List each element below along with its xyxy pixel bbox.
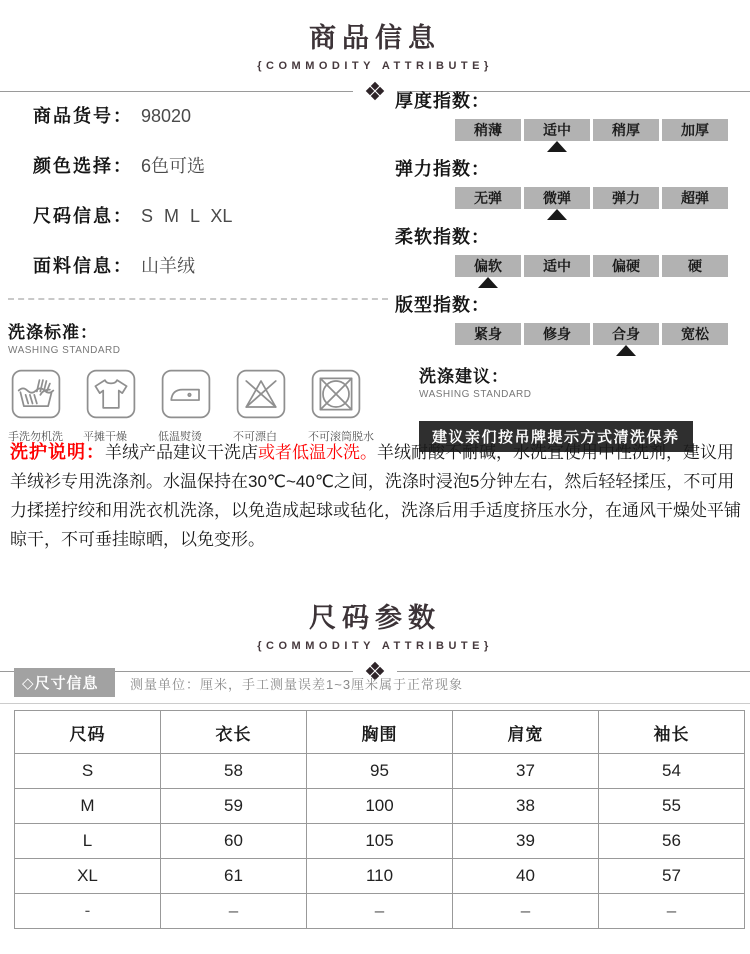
info-value: 6色可选 [141, 156, 206, 176]
table-cell: 58 [161, 754, 307, 789]
table-cell: 57 [599, 859, 745, 894]
index-label: 厚度指数： [395, 91, 490, 111]
index-option: 硬 [662, 255, 728, 277]
low-temp-iron-icon [160, 368, 212, 420]
care-icon-label: 手洗勿机洗 [8, 431, 63, 443]
selected-arrow-icon [478, 277, 498, 288]
index-option: 修身 [524, 323, 590, 345]
washing-advice-subtitle: WASHING STANDARD [419, 389, 532, 400]
index-arrow-row [455, 141, 747, 152]
index-arrow-row [455, 277, 747, 288]
size-info-note: 测量单位：厘米，手工测量误差1~3厘米属于正常现象 [130, 677, 464, 692]
info-label: 颜色选择： [33, 156, 133, 176]
info-label: 商品货号： [33, 106, 133, 126]
index-option: 偏硬 [593, 255, 659, 277]
index-label: 版型指数： [395, 295, 490, 315]
care-instructions [10, 438, 746, 554]
table-cell: 40 [453, 859, 599, 894]
care-icon-label: 不可滚筒脱水 [308, 431, 374, 443]
index-options [455, 187, 747, 209]
page-subtitle: {COMMODITY ATTRIBUTE} [257, 640, 493, 652]
info-label: 面料信息： [33, 256, 133, 276]
selected-arrow-icon [547, 209, 567, 220]
index-option: 紧身 [455, 323, 521, 345]
table-cell: 39 [453, 824, 599, 859]
care-icons-row [8, 368, 388, 444]
table-row [15, 754, 745, 789]
hand-wash-icon [10, 368, 62, 420]
index-option: 适中 [524, 119, 590, 141]
washing-standard-title: 洗涤标准： [8, 323, 98, 342]
table-cell: 59 [161, 789, 307, 824]
info-row-size [33, 202, 385, 226]
info-row-color [33, 152, 385, 176]
table-row [15, 894, 745, 929]
table-cell: - [15, 894, 161, 929]
info-row-fabric [33, 252, 385, 276]
index-option: 弹力 [593, 187, 659, 209]
index-options [455, 255, 747, 277]
info-row-item-number [33, 102, 385, 126]
info-value: 山羊绒 [141, 256, 195, 276]
washing-advice-banner: 建议亲们按吊牌提示方式清洗保养 [419, 421, 693, 452]
table-cell: L [15, 824, 161, 859]
table-cell: 37 [453, 754, 599, 789]
divider-line [0, 91, 353, 92]
index-option: 微弹 [524, 187, 590, 209]
selected-arrow-icon [547, 141, 567, 152]
no-tumble-dry-icon [310, 368, 362, 420]
care-icon-label: 低温熨烫 [158, 431, 202, 443]
washing-advice-title: 洗涤建议： [419, 367, 509, 386]
care-text-highlight: 或者低温水洗。 [258, 443, 377, 462]
care-icon-item [233, 368, 308, 444]
table-cell: 100 [307, 789, 453, 824]
index-label: 弹力指数： [395, 159, 490, 179]
info-value: 98020 [141, 106, 192, 126]
index-label: 柔软指数： [395, 227, 490, 247]
index-option: 无弹 [455, 187, 521, 209]
table-row [15, 789, 745, 824]
table-cell: – [599, 894, 745, 929]
thickness-index [395, 90, 747, 152]
table-cell: 95 [307, 754, 453, 789]
care-text: 羊绒产品建议干洗店 [105, 443, 258, 462]
index-options [455, 119, 747, 141]
index-option: 超弹 [662, 187, 728, 209]
care-icon-label: 不可漂白 [233, 431, 277, 443]
info-value: S M L XL [141, 206, 233, 226]
index-scales [395, 90, 747, 452]
care-instructions-label: 洗护说明： [10, 442, 105, 462]
washing-standard-subtitle: WASHING STANDARD [8, 345, 121, 356]
care-icon-item [308, 368, 383, 444]
care-icon-item [83, 368, 158, 444]
table-header-row [15, 711, 745, 754]
table-cell: M [15, 789, 161, 824]
index-option: 宽松 [662, 323, 728, 345]
table-row [15, 824, 745, 859]
page-title: 尺码参数 [309, 603, 441, 633]
care-icon-item [8, 368, 83, 444]
no-bleach-icon [235, 368, 287, 420]
table-cell: – [307, 894, 453, 929]
column-header: 衣长 [161, 711, 307, 754]
table-cell: 110 [307, 859, 453, 894]
table-cell: 55 [599, 789, 745, 824]
flat-dry-icon [85, 368, 137, 420]
index-option: 偏软 [455, 255, 521, 277]
info-label: 尺码信息： [33, 206, 133, 226]
index-arrow-row [455, 209, 747, 220]
diamond-ornament-icon [367, 83, 383, 99]
index-arrow-row [455, 345, 747, 356]
care-icon-item [158, 368, 233, 444]
table-cell: XL [15, 859, 161, 894]
product-info-list [33, 102, 385, 302]
table-cell: S [15, 754, 161, 789]
table-cell: – [453, 894, 599, 929]
washing-standard-block [8, 298, 388, 444]
care-text: 羊绒耐酸不耐碱，水洗宜使用中性洗剂，建议用羊绒衫专用洗涤剂。水温保持在30℃~40℃之间，洗涤时浸泡5分钟左右，然后轻轻揉压，不可用力揉搓拧绞和用洗衣机洗涤，以免造成起球或毡化，洗涤后用手适度挤压水分，在通风干燥处平铺晾干，不可垂挂晾晒，以免变形。 [10, 443, 741, 549]
table-cell: 60 [161, 824, 307, 859]
index-option: 合身 [593, 323, 659, 345]
index-options [455, 323, 747, 345]
table-row [15, 859, 745, 894]
softness-index [395, 226, 747, 288]
table-cell: 61 [161, 859, 307, 894]
commodity-info-header [0, 16, 750, 99]
care-icon-label: 平摊干燥 [83, 431, 127, 443]
column-header: 胸围 [307, 711, 453, 754]
column-header: 袖长 [599, 711, 745, 754]
index-option: 适中 [524, 255, 590, 277]
table-cell: 105 [307, 824, 453, 859]
fit-index [395, 294, 747, 356]
table-cell: 56 [599, 824, 745, 859]
table-cell: 38 [453, 789, 599, 824]
page-subtitle: {COMMODITY ATTRIBUTE} [257, 60, 493, 72]
index-option: 加厚 [662, 119, 728, 141]
index-option: 稍厚 [593, 119, 659, 141]
size-info-badge: ◇尺寸信息 [14, 668, 115, 697]
table-cell: – [161, 894, 307, 929]
table-cell: 54 [599, 754, 745, 789]
column-header: 肩宽 [453, 711, 599, 754]
index-option: 稍薄 [455, 119, 521, 141]
column-header: 尺码 [15, 711, 161, 754]
size-info-bar [0, 666, 750, 704]
selected-arrow-icon [616, 345, 636, 356]
size-table [14, 710, 745, 929]
elasticity-index [395, 158, 747, 220]
page-title: 商品信息 [309, 23, 441, 53]
